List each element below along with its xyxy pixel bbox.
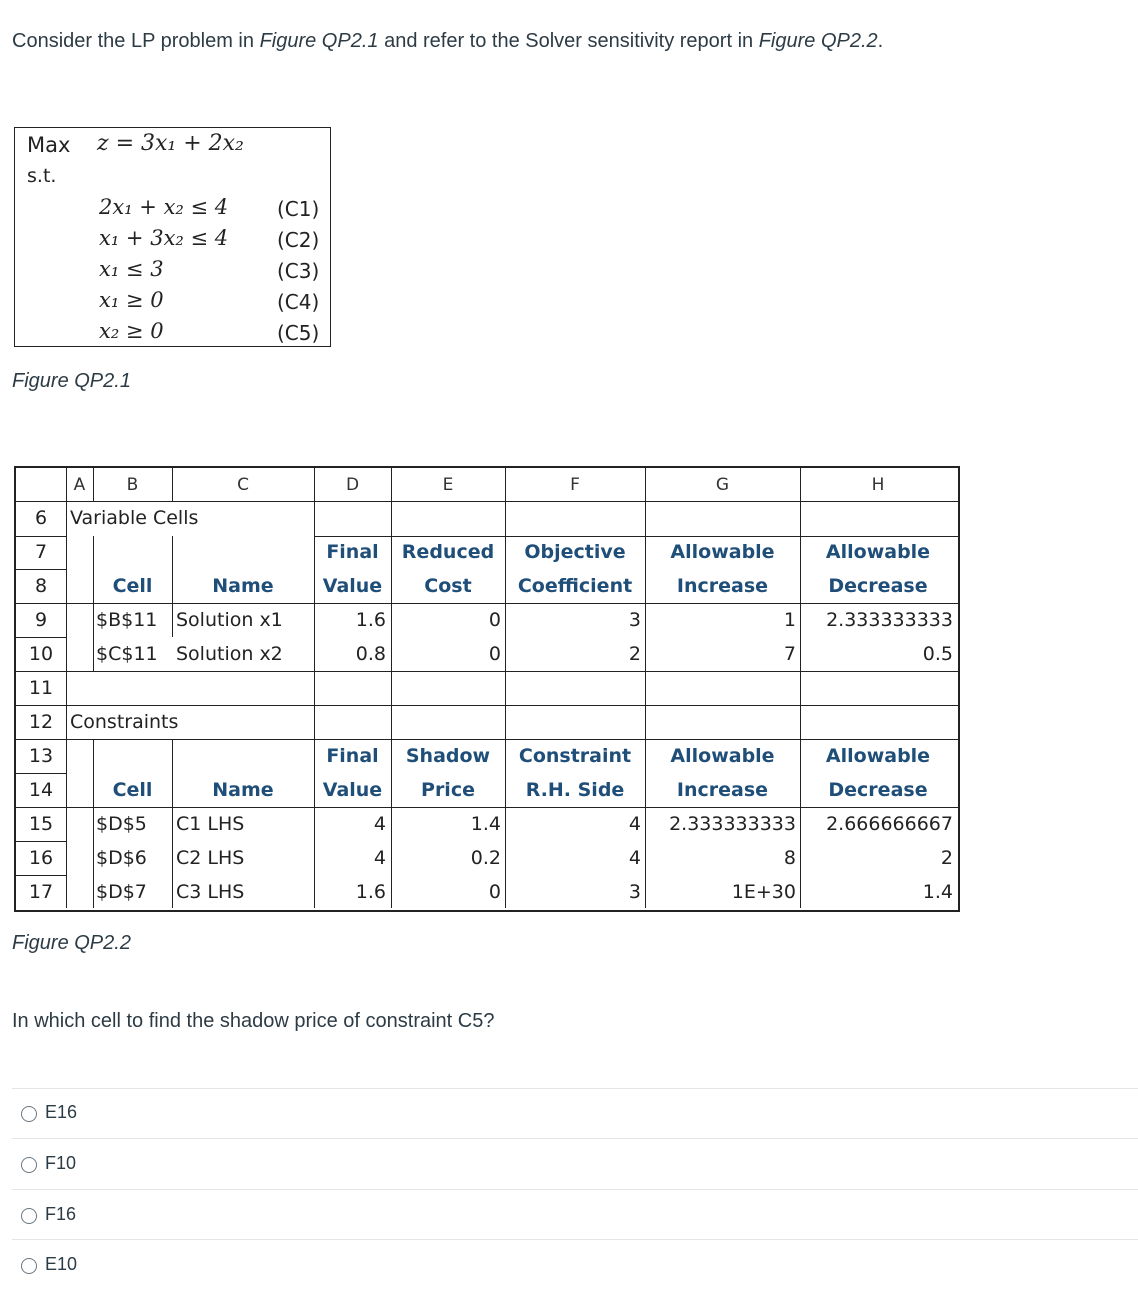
var-header-increase: Increase [676, 575, 769, 597]
con-header-allowable-dec: Allowable [825, 745, 931, 767]
row-number: 11 [28, 677, 54, 699]
var-cell-name: Solution x1 [176, 609, 283, 631]
con-rhs: 4 [628, 813, 641, 835]
con-final-value: 4 [373, 813, 386, 835]
intro-text [12, 30, 883, 53]
col-header-d: D [345, 475, 360, 495]
lp-objective: z = 3x₁ + 2x₂ [97, 131, 244, 156]
var-allowable-inc: 1 [783, 609, 796, 631]
row-number: 13 [28, 745, 54, 767]
col-header-a: A [73, 475, 86, 495]
con-cell-name: C1 LHS [176, 813, 245, 835]
row-number: 14 [28, 779, 54, 801]
con-allowable-inc: 8 [783, 847, 796, 869]
var-header-final: Final [326, 541, 379, 563]
lp-constraint-expr: 2x₁ + x₂ ≤ 4 [99, 195, 229, 219]
lp-constraint-tag: (C3) [277, 259, 320, 283]
answer-option[interactable] [12, 1189, 1138, 1240]
var-reduced-cost: 0 [488, 643, 501, 665]
con-final-value: 4 [373, 847, 386, 869]
con-shadow-price: 0.2 [470, 847, 501, 869]
var-header-coefficient: Coefficient [517, 575, 633, 597]
con-shadow-price: 0 [488, 881, 501, 903]
row-number: 10 [28, 643, 54, 665]
intro-part2: and refer to the Solver sensitivity report in [378, 30, 759, 52]
con-cell-ref: $D$5 [96, 813, 147, 835]
row-number: 16 [28, 847, 54, 869]
radio-button[interactable] [21, 1106, 37, 1122]
intro-figure2-ref: Figure QP2.2 [758, 30, 878, 52]
row-number: 12 [28, 711, 54, 733]
radio-button[interactable] [21, 1157, 37, 1173]
answer-option-label[interactable]: F16 [45, 1204, 77, 1224]
var-cell-name: Solution x2 [176, 643, 283, 665]
con-cell-ref: $D$6 [96, 847, 147, 869]
row-number: 8 [34, 575, 48, 597]
lp-constraint-tag: (C1) [277, 197, 320, 221]
answer-option[interactable] [12, 1239, 1138, 1290]
figure2-caption: Figure QP2.2 [12, 932, 131, 954]
lp-constraint-tag: (C4) [277, 290, 320, 314]
var-objective-coef: 2 [628, 643, 641, 665]
row-number: 6 [34, 507, 48, 529]
con-header-price: Price [421, 779, 475, 801]
col-header-e: E [442, 475, 454, 495]
lp-constraint-expr: x₂ ≥ 0 [99, 319, 164, 343]
col-header-f: F [570, 475, 580, 495]
con-rhs: 3 [628, 881, 641, 903]
var-header-value: Value [322, 575, 383, 597]
row-number: 7 [34, 541, 48, 563]
col-header-g: G [715, 475, 730, 495]
radio-button[interactable] [21, 1258, 37, 1274]
var-final-value: 0.8 [355, 643, 386, 665]
lp-constraint-tag: (C2) [277, 228, 320, 252]
con-header-constraint: Constraint [518, 745, 632, 767]
con-header-increase: Increase [676, 779, 769, 801]
constraints-title: Constraints [70, 711, 179, 733]
radio-button[interactable] [21, 1208, 37, 1224]
var-header-allowable-dec: Allowable [825, 541, 931, 563]
row-number: 9 [34, 609, 48, 631]
answer-option-label[interactable]: F10 [45, 1153, 77, 1173]
con-header-shadow: Shadow [405, 745, 491, 767]
con-cell-name: C2 LHS [176, 847, 245, 869]
con-header-final: Final [326, 745, 379, 767]
var-reduced-cost: 0 [488, 609, 501, 631]
con-cell-name: C3 LHS [176, 881, 245, 903]
con-cell-ref: $D$7 [96, 881, 147, 903]
lp-constraint-expr: x₁ ≤ 3 [99, 257, 164, 281]
con-header-decrease: Decrease [828, 779, 928, 801]
lp-constraint-tag: (C5) [277, 321, 320, 345]
lp-constraint-expr: x₁ + 3x₂ ≤ 4 [99, 226, 229, 250]
con-header-name: Name [212, 779, 274, 801]
answer-option[interactable] [12, 1088, 1138, 1139]
lp-max-label: Max [27, 133, 71, 157]
lp-constraint-expr: x₁ ≥ 0 [99, 288, 164, 312]
col-header-b: B [126, 475, 139, 495]
answer-option[interactable] [12, 1138, 1138, 1189]
row-number: 15 [28, 813, 54, 835]
var-header-allowable-inc: Allowable [670, 541, 775, 563]
intro-part3: . [877, 30, 884, 52]
var-allowable-dec: 0.5 [922, 643, 953, 665]
con-allowable-dec: 1.4 [922, 881, 953, 903]
con-allowable-dec: 2.666666667 [826, 813, 953, 835]
con-rhs: 4 [628, 847, 641, 869]
variable-cells-title: Variable Cells [70, 507, 199, 529]
var-objective-coef: 3 [628, 609, 641, 631]
con-allowable-inc: 2.333333333 [669, 813, 796, 835]
intro-part1: Consider the LP problem in [12, 30, 260, 52]
lp-st-label: s.t. [27, 165, 57, 187]
col-header-h: H [871, 475, 885, 495]
var-final-value: 1.6 [355, 609, 386, 631]
var-header-reduced: Reduced [401, 541, 495, 563]
con-allowable-inc: 1E+30 [731, 881, 796, 903]
var-allowable-inc: 7 [783, 643, 796, 665]
var-header-objective: Objective [524, 541, 626, 563]
intro-figure1-ref: Figure QP2.1 [259, 30, 379, 52]
row-number: 17 [28, 881, 54, 903]
con-header-cell: Cell [112, 779, 153, 801]
var-allowable-dec: 2.333333333 [826, 609, 953, 631]
answer-option-label[interactable]: E10 [45, 1254, 78, 1274]
con-shadow-price: 1.4 [470, 813, 501, 835]
lp-problem-figure [14, 127, 331, 347]
col-header-c: C [237, 475, 249, 495]
question-text: In which cell to find the shadow price of constraint C5? [12, 1010, 495, 1032]
con-allowable-dec: 2 [940, 847, 953, 869]
var-header-cost: Cost [424, 575, 472, 597]
var-cell-ref: $C$11 [96, 643, 158, 665]
con-header-allowable-inc: Allowable [670, 745, 775, 767]
con-header-rhs: R.H. Side [525, 779, 625, 801]
var-header-cell: Cell [112, 575, 153, 597]
con-header-value: Value [322, 779, 383, 801]
var-header-name: Name [212, 575, 274, 597]
sensitivity-report-sheet [14, 466, 960, 912]
con-final-value: 1.6 [355, 881, 386, 903]
var-header-decrease: Decrease [828, 575, 928, 597]
answer-option-label[interactable]: E16 [45, 1102, 78, 1122]
var-cell-ref: $B$11 [96, 609, 158, 631]
figure1-caption: Figure QP2.1 [12, 370, 131, 392]
